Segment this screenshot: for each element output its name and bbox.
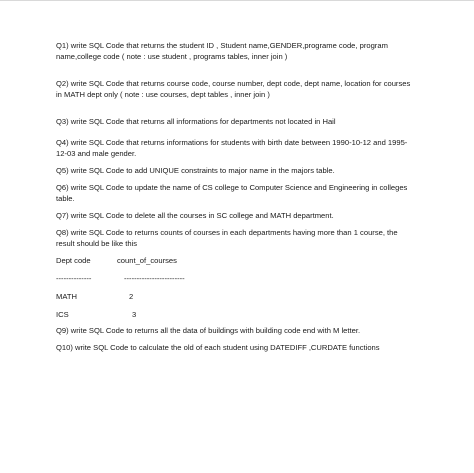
table-row: [56, 291, 418, 302]
question-5: Q5) write SQL Code to add UNIQUE constraints to major name in the majors table.: [56, 166, 335, 175]
row-dept-code: ICS: [56, 310, 69, 319]
result-table-header: [56, 255, 418, 266]
row-dept-code: MATH: [56, 292, 77, 301]
question-9: Q9) write SQL Code to returns all the data of buildings with building code end with M letter.: [56, 326, 361, 335]
question-10: Q10) write SQL Code to calculate the old of each student using DATEDIFF ,CURDATE functions: [56, 343, 380, 352]
header-count-of-courses: count_of_courses: [117, 256, 177, 265]
question-4: Q4) write SQL Code that returns informations for students with birth date between 1990-10-12 and 1995-12-03 and male gender.: [56, 138, 408, 158]
question-7: Q7) write SQL Code to delete all the courses in SC college and MATH department.: [56, 211, 334, 220]
question-3: Q3) write SQL Code that returns all informations for departments not located in Hail: [56, 117, 336, 126]
top-border: [0, 0, 474, 1]
separator-dept-code: --------------: [56, 274, 92, 283]
question-8: Q8) write SQL Code to returns counts of courses in each departments having more than 1 course, the result should be like this: [56, 228, 398, 248]
question-2: Q2) write SQL Code that returns course code, course number, dept code, dept name, location for courses in MATH dept only ( note : use courses, dept tables , inner join ): [56, 79, 411, 99]
row-count: 3: [132, 310, 137, 319]
document-page: [56, 40, 418, 353]
row-count: 2: [129, 292, 134, 301]
table-row: [56, 309, 418, 320]
header-dept-code: Dept code: [56, 256, 91, 265]
question-1: Q1) write SQL Code that returns the student ID , Student name,GENDER,programe code, program name,college code ( note : use student , programs tables, inner join ): [56, 41, 388, 61]
result-table-separator: [56, 273, 418, 284]
question-6: Q6) write SQL Code to update the name of CS college to Computer Science and Engineering in colleges table.: [56, 183, 408, 203]
separator-count: ------------------------: [124, 274, 185, 283]
result-table: [56, 255, 418, 320]
